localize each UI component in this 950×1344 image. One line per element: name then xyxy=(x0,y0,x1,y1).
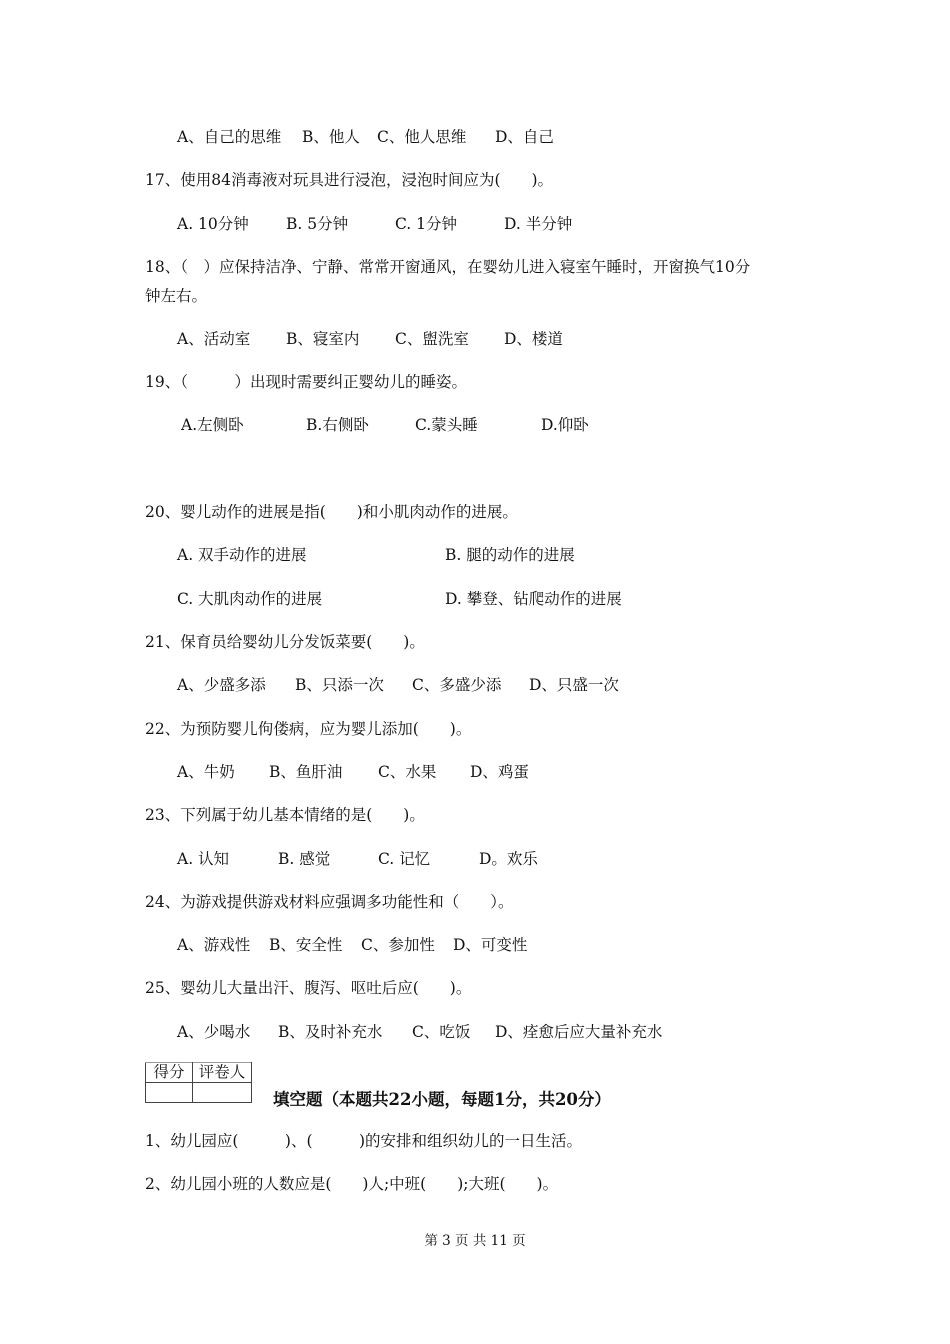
q21-option-b: B、只添一次 xyxy=(295,676,384,694)
q16-option-d: D、自己 xyxy=(495,128,554,146)
q23-option-b: B. 感觉 xyxy=(278,850,331,868)
q20-stem: 20、婴儿动作的进展是指( )和小肌肉动作的进展。 xyxy=(145,503,518,521)
fill-question-1: 1、幼儿园应( )、( )的安排和组织幼儿的一日生活。 xyxy=(145,1132,583,1150)
q19-option-b: B.右侧卧 xyxy=(306,416,369,434)
q20-option-b: B. 腿的动作的进展 xyxy=(445,546,575,564)
q23-stem: 23、下列属于幼儿基本情绪的是( )。 xyxy=(145,806,425,824)
fill-question-2: 2、幼儿园小班的人数应是( )人;中班( );大班( )。 xyxy=(145,1175,559,1193)
q17-option-a: A. 10分钟 xyxy=(177,215,249,233)
page-footer: 第 3 页 共 11 页 xyxy=(424,1233,526,1249)
q18-stem-line1: 18、（ ）应保持洁净、宁静、常常开窗通风，在婴幼儿进入寝室午睡时，开窗换气10分 xyxy=(145,258,751,276)
q16-option-c: C、他人思维 xyxy=(377,128,467,146)
q17-option-c: C. 1分钟 xyxy=(395,215,458,233)
q17-option-d: D. 半分钟 xyxy=(504,215,573,233)
q20-option-c: C. 大肌肉动作的进展 xyxy=(177,590,323,608)
q18-option-d: D、楼道 xyxy=(504,330,563,348)
q19-stem: 19、（ ）出现时需要纠正婴幼儿的睡姿。 xyxy=(145,373,467,391)
q22-option-d: D、鸡蛋 xyxy=(470,763,529,781)
q18-option-c: C、盥洗室 xyxy=(395,330,469,348)
q23-option-c: C. 记忆 xyxy=(378,850,431,868)
q20-option-d: D. 攀登、钻爬动作的进展 xyxy=(445,590,622,608)
q23-option-a: A. 认知 xyxy=(177,850,230,868)
q18-option-a: A、活动室 xyxy=(177,330,251,348)
q16-option-b: B、他人 xyxy=(302,128,360,146)
q24-option-b: B、安全性 xyxy=(269,936,343,954)
grader-header: 评卷人 xyxy=(193,1063,252,1083)
q21-stem: 21、保育员给婴幼儿分发饭菜要( )。 xyxy=(145,633,425,651)
q22-option-b: B、鱼肝油 xyxy=(269,763,343,781)
q19-option-c: C.蒙头睡 xyxy=(415,416,478,434)
q23-option-d: D。欢乐 xyxy=(479,850,538,868)
q22-option-c: C、水果 xyxy=(378,763,437,781)
q16-option-a: A、自己的思维 xyxy=(177,128,282,146)
q20-option-a: A. 双手动作的进展 xyxy=(177,546,307,564)
score-header: 得分 xyxy=(146,1063,193,1083)
q24-option-c: C、参加性 xyxy=(361,936,435,954)
q25-stem: 25、婴幼儿大量出汗、腹泻、呕吐后应( )。 xyxy=(145,979,472,997)
q21-option-a: A、少盛多添 xyxy=(177,676,266,694)
q25-option-d: D、痊愈后应大量补充水 xyxy=(495,1023,663,1041)
q24-option-a: A、游戏性 xyxy=(177,936,251,954)
q25-option-a: A、少喝水 xyxy=(177,1023,251,1041)
q17-option-b: B. 5分钟 xyxy=(286,215,349,233)
q21-option-d: D、只盛一次 xyxy=(529,676,619,694)
q25-option-c: C、吃饭 xyxy=(412,1023,471,1041)
score-cell[interactable] xyxy=(146,1083,193,1103)
q24-stem: 24、为游戏提供游戏材料应强调多功能性和（ ）。 xyxy=(145,893,514,911)
section-title: 填空题（本题共22小题，每题1分，共20分） xyxy=(273,1090,611,1109)
grader-cell[interactable] xyxy=(193,1083,252,1103)
q19-option-a: A.左侧卧 xyxy=(181,416,244,434)
score-table xyxy=(145,1062,252,1103)
q18-stem-line2: 钟左右。 xyxy=(145,287,208,305)
q24-option-d: D、可变性 xyxy=(453,936,528,954)
q25-option-b: B、及时补充水 xyxy=(278,1023,383,1041)
q19-option-d: D.仰卧 xyxy=(541,416,589,434)
q18-option-b: B、寝室内 xyxy=(286,330,360,348)
q22-option-a: A、牛奶 xyxy=(177,763,235,781)
q17-stem: 17、使用84消毒液对玩具进行浸泡，浸泡时间应为( )。 xyxy=(145,171,554,189)
q22-stem: 22、为预防婴儿佝偻病，应为婴儿添加( )。 xyxy=(145,720,472,738)
q21-option-c: C、多盛少添 xyxy=(412,676,502,694)
